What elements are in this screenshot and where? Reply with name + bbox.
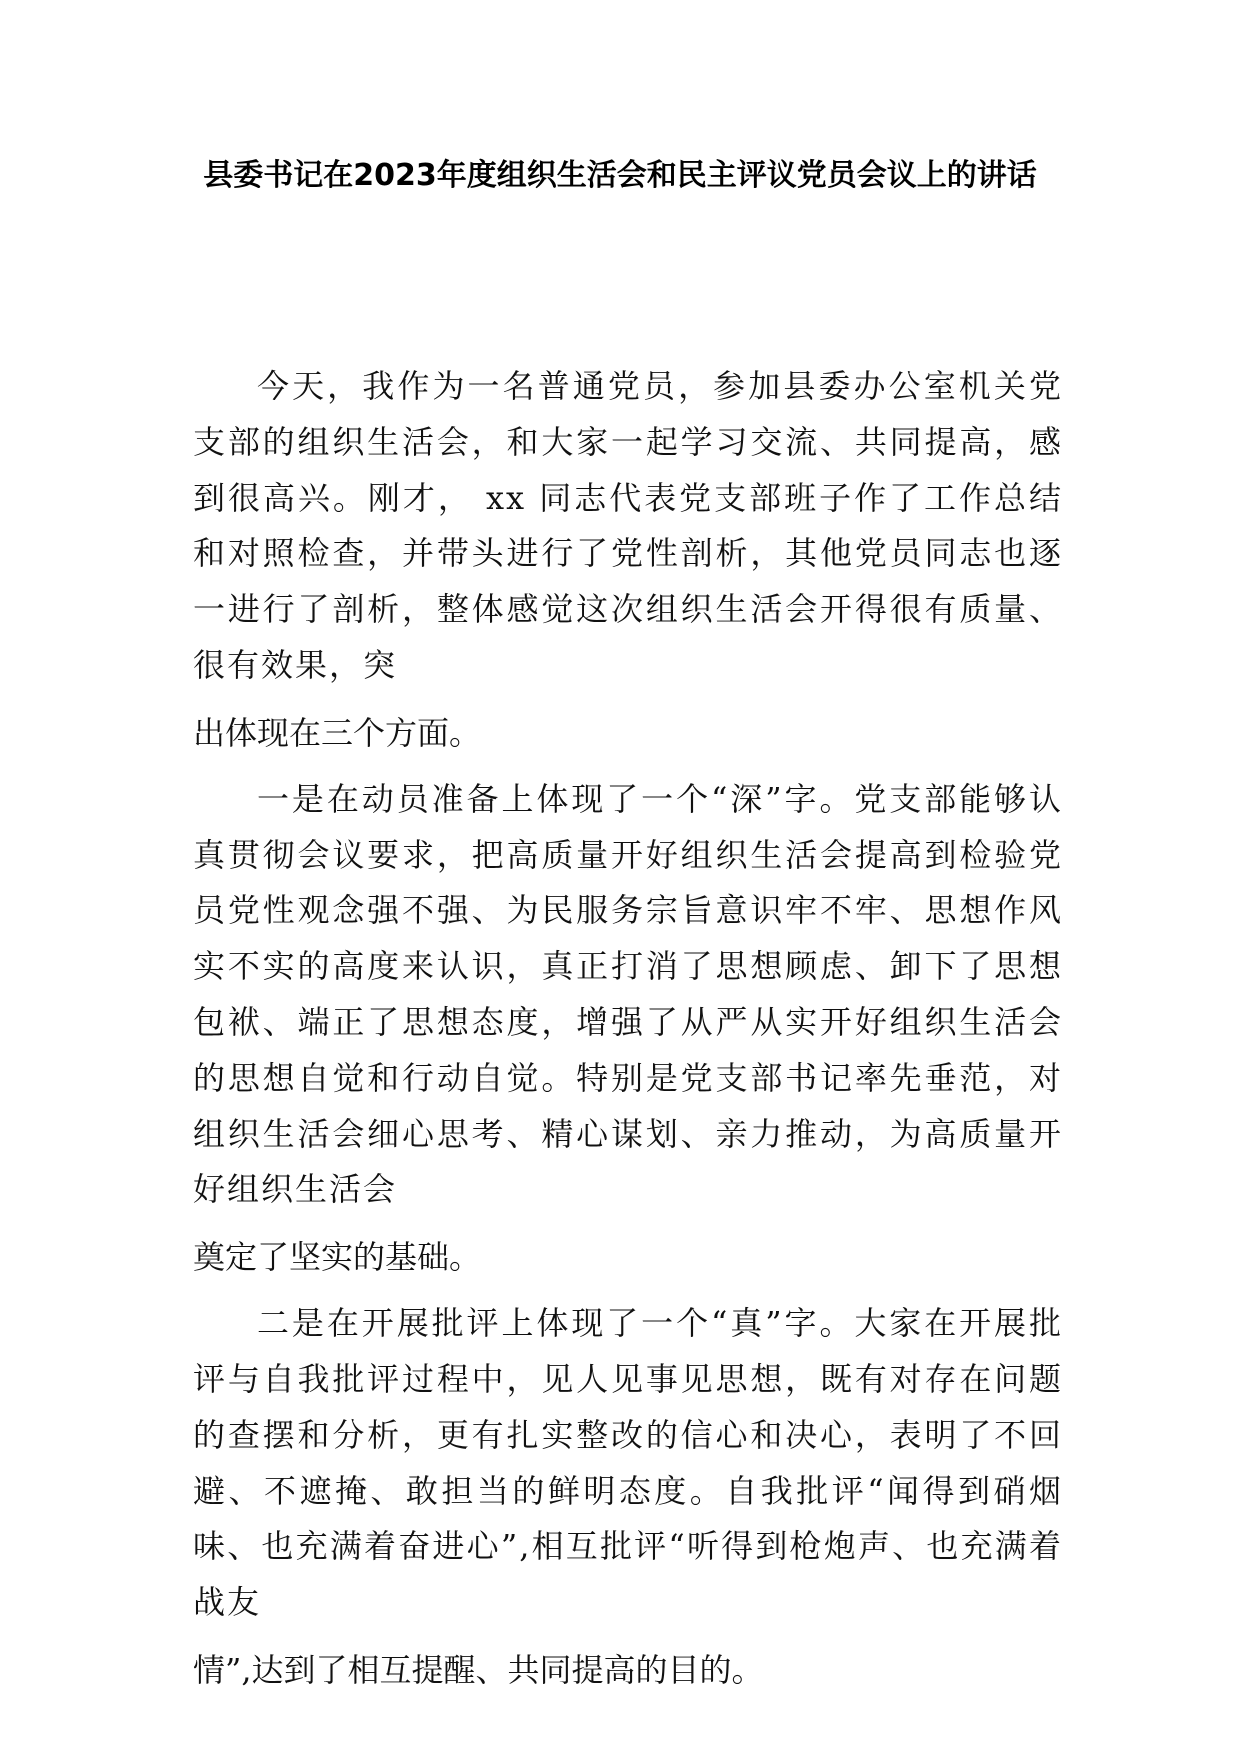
paragraph-point-one bbox=[193, 772, 1063, 1285]
paragraph-last-line: 出体现在三个方面。 bbox=[193, 713, 482, 752]
paragraph-last-line: 情”,达到了相互提醒、共同提高的目的。 bbox=[193, 1650, 764, 1689]
paragraph-text: 二是在开展批评上体现了一个“真”字。大家在开展批评与自我批评过程中，见人见事见思想，既有对存在问题的查摆和分析，更有扎实整改的信心和决心，表明了不回避、不遮掩、敢担当的鲜明态度。自我批评“闻得到硝烟味、也充满着奋进心”,相互批评“听得到枪炮声、也充满着战友 bbox=[193, 1304, 1063, 1622]
document-body bbox=[193, 359, 1063, 1709]
paragraph-intro bbox=[193, 359, 1063, 761]
paragraph-last-line: 奠定了坚实的基础。 bbox=[193, 1238, 482, 1277]
document-title: 县委书记在2023年度组织生活会和民主评议党员会议上的讲话 bbox=[203, 158, 1037, 193]
paragraph-point-two bbox=[193, 1296, 1063, 1698]
paragraph-text: 一是在动员准备上体现了一个“深”字。党支部能够认真贯彻会议要求，把高质量开好组织生活会提高到检验党员党性观念强不强、为民服务宗旨意识牢不牢、思想作风实不实的高度来认识，真正打消了思想顾虑、卸下了思想包袱、端正了思想态度，增强了从严从实开好组织生活会的思想自觉和行动自觉。特别是党支部书记率先垂范，对组织生活会细心思考、精心谋划、亲力推动，为高质量开好组织生活会 bbox=[193, 779, 1063, 1209]
paragraph-text: 今天，我作为一名普通党员，参加县委办公室机关党支部的组织生活会，和大家一起学习交流、共同提高，感到很高兴。刚才， xx 同志代表党支部班子作了工作总结和对照检查，并带头进行了党性剖析，其他党员同志也逐一进行了剖析，整体感觉这次组织生活会开得很有质量、很有效果，突 bbox=[193, 367, 1063, 684]
